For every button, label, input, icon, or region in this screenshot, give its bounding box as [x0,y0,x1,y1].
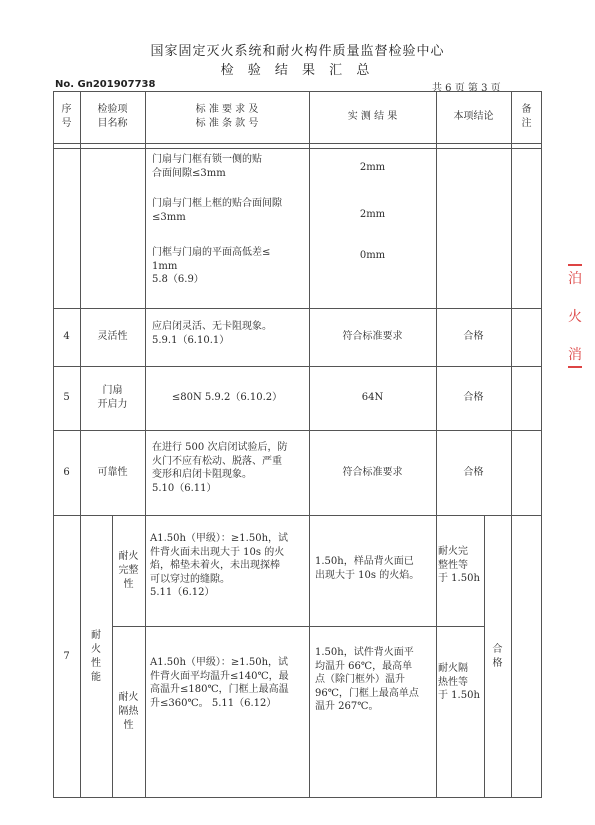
row7-integrity-conclusion: 耐火完 整性等 于 1.50h [438,546,480,584]
row7-insulation-req: A1.50h（甲级）：≥1.50h，试 件背火面平均温升≤140℃，最 高温升≤180℃，门框上最高温 升≤360℃。 5.11（6.12） [150,657,289,709]
report-number: No. Gn201907738 [55,79,156,90]
row7-integrity-name: 耐火 完整 性 [118,550,139,590]
row5-seq: 5 [63,392,70,403]
row4-conclusion: 合格 [463,331,484,342]
row5-req: ≤80N 5.9.2（6.10.2） [171,392,283,403]
header-item: 检验项 目名称 [97,104,128,129]
row5-conclusion: 合格 [463,392,484,403]
header-result: 实 测 结 果 [347,111,398,122]
row6-item: 可靠性 [97,466,128,478]
row7-overall-conclusion: 合 格 [492,643,503,669]
row6-req: 在进行 500 次启闭试验后，防 火门不应有松动、脱落、严重 变形和启闭卡阻现象。 5.10（6.11） [152,442,288,494]
row6-conclusion: 合格 [463,466,484,478]
row7-seq: 7 [63,650,70,662]
cont-req-3: 门框与门扇的平面高低差≤ 1mm 5.8（6.9） [152,247,271,285]
cont-res-3: 0mm [359,250,386,261]
row5-result: 64N [361,392,384,403]
header-conclusion: 本项结论 [453,111,494,122]
row7-insulation-conclusion: 耐火隔 热性等 于 1.50h [438,663,480,701]
row6-seq: 6 [63,466,70,478]
header-standard: 标 准 要 求 及 标 准 条 款 号 [195,104,259,129]
cont-res-1: 2mm [359,162,386,173]
row7-integrity-req: A1.50h（甲级）：≥1.50h，试 件背火面未出现大于 10s 的火 焰，棉垫未着火，未出现探棒 可以穿过的缝隙。 5.11（6.12） [150,533,289,598]
row7-item: 耐 火 性 能 [91,629,101,683]
row5-item: 门扇 开启力 [97,385,128,410]
row4-result: 符合标准要求 [342,331,403,342]
cont-req-1: 门扇与门框有锁一侧的贴 合面间隙≤3mm [152,154,262,179]
row7-insulation-result: 1.50h，试件背火面平 均温升 66℃，最高单 点（除门框外）温升 96℃，门框上最高单点 温升 267℃。 [315,647,419,712]
row4-req: 应启闭灵活、无卡阻现象。 5.9.1（6.10.1） [152,321,272,346]
cont-res-2: 2mm [359,209,386,220]
header-seq: 序 号 [61,104,72,129]
doc-title: 检 验 结 果 汇 总 [220,63,375,78]
row7-insulation-name: 耐火 隔热 性 [118,692,139,731]
seal-stamp: 泊 火 消 [568,264,592,368]
page-info: 共 6 页 第 3 页 [432,83,501,94]
row6-result: 符合标准要求 [342,466,403,478]
row7-integrity-result: 1.50h，样品背火面已 出现大于 10s 的火焰。 [315,556,420,581]
row4-seq: 4 [63,331,70,342]
org-title: 国家固定灭火系统和耐火构件质量监督检验中心 [150,44,445,59]
header-remark: 备 注 [521,104,532,129]
cont-req-2: 门扇与门框上框的贴合面间隙 ≤3mm [152,198,282,223]
row4-item: 灵活性 [97,331,128,342]
